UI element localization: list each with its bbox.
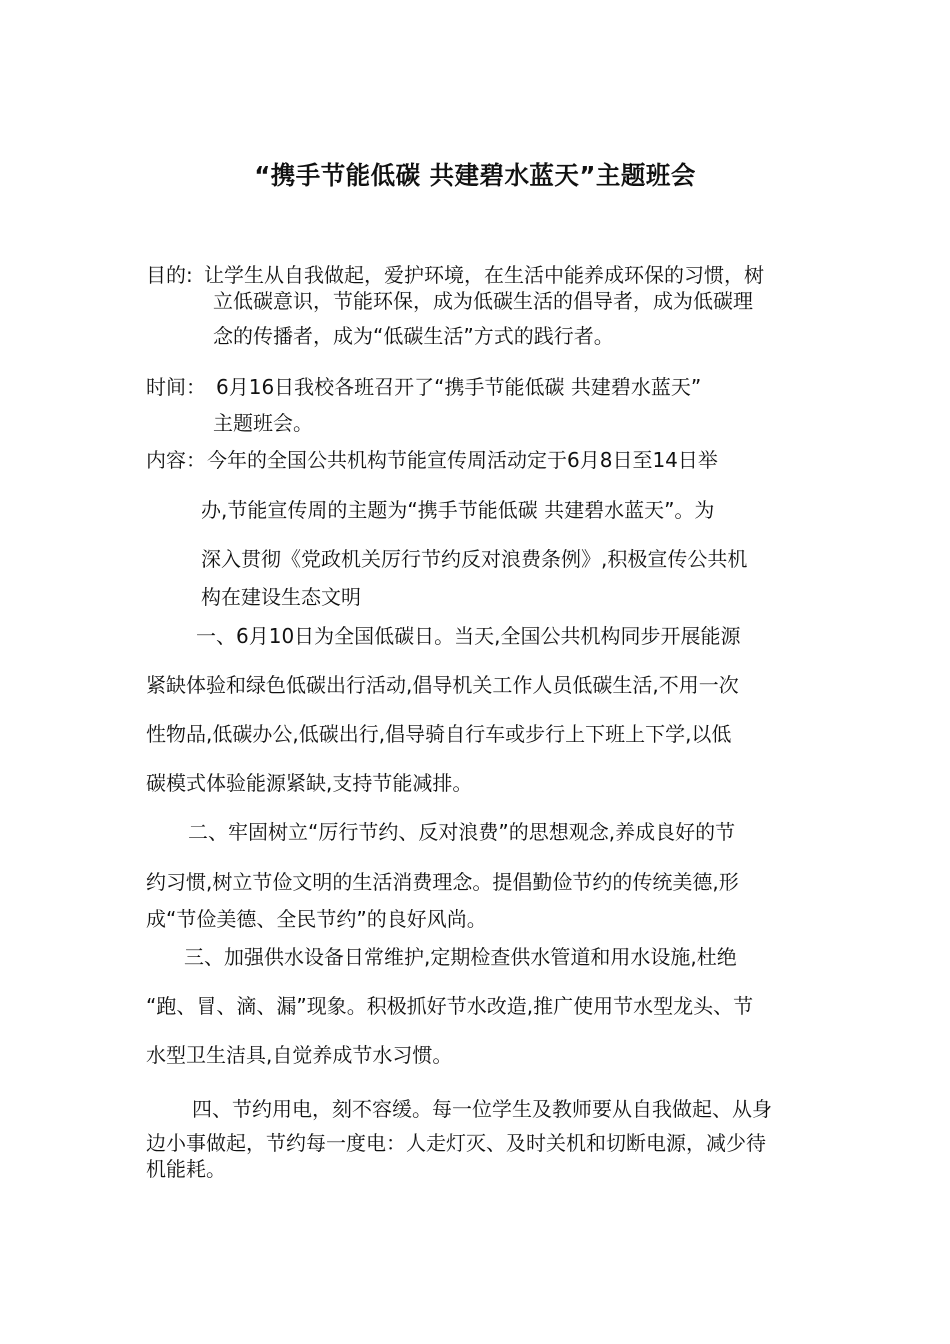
section1-line-1: 一、6月10日为全国低碳日。当天,全国公共机构同步开展能源 — [196, 624, 741, 648]
section4-line-3: 机能耗。 — [146, 1157, 226, 1181]
section4-line-2: 边小事做起，节约每一度电：人走灯灭、及时关机和切断电源，减少待 — [146, 1131, 766, 1155]
content-line-3: 深入贯彻《党政机关厉行节约反对浪费条例》,积极宣传公共机 — [201, 547, 748, 571]
section3-line-1: 三、加强供水设备日常维护,定期检查供水管道和用水设施,杜绝 — [184, 945, 737, 969]
section1-line-4: 碳模式体验能源紧缺,支持节能减排。 — [146, 771, 473, 795]
content-label: 内容： — [146, 448, 206, 472]
content-line-2: 办,节能宣传周的主题为“携手节能低碳 共建碧水蓝天”。为 — [201, 498, 715, 522]
purpose-line-1: 让学生从自我做起，爱护环境，在生活中能养成环保的习惯，树 — [204, 263, 764, 287]
time-line-1: 6月16日我校各班召开了“携手节能低碳 共建碧水蓝天” — [216, 375, 702, 399]
content-line-4: 构在建设生态文明 — [201, 585, 361, 609]
section1-line-2: 紧缺体验和绿色低碳出行活动,倡导机关工作人员低碳生活,不用一次 — [146, 673, 739, 697]
section4-line-1: 四、节约用电，刻不容缓。每一位学生及教师要从自我做起、从身 — [192, 1097, 772, 1121]
purpose-line-3: 念的传播者，成为“低碳生活”方式的践行者。 — [213, 324, 614, 348]
section2-line-1: 二、牢固树立“厉行节约、反对浪费”的思想观念,养成良好的节 — [188, 820, 736, 844]
content-line-1: 今年的全国公共机构节能宣传周活动定于6月8日至14日举 — [207, 448, 718, 472]
section1-line-3: 性物品,低碳办公,低碳出行,倡导骑自行车或步行上下班上下学,以低 — [146, 722, 732, 746]
section3-line-3: 水型卫生洁具,自觉养成节水习惯。 — [146, 1043, 453, 1067]
section2-line-3: 成“节俭美德、全民节约”的良好风尚。 — [146, 907, 487, 931]
section2-line-2: 约习惯,树立节俭文明的生活消费理念。提倡勤俭节约的传统美德,形 — [146, 870, 739, 894]
document-title: “携手节能低碳 共建碧水蓝天”主题班会 — [254, 161, 696, 190]
time-label: 时间： — [146, 375, 206, 399]
purpose-label: 目的: — [146, 263, 193, 287]
purpose-line-2: 立低碳意识，节能环保，成为低碳生活的倡导者，成为低碳理 — [213, 289, 753, 313]
section3-line-2: “跑、冒、滴、漏”现象。积极抓好节水改造,推广使用节水型龙头、节 — [146, 994, 754, 1018]
time-line-2: 主题班会。 — [213, 411, 313, 435]
